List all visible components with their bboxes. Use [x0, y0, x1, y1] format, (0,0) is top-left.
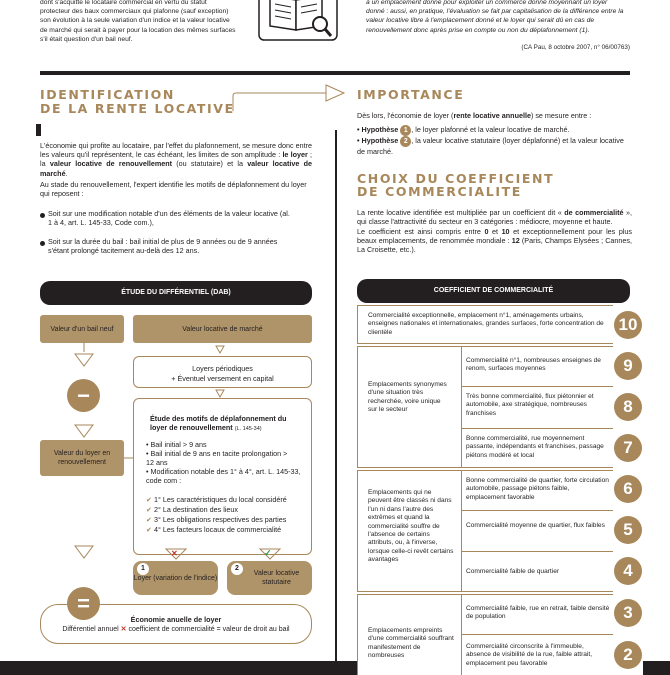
cross-icon: ✕: [171, 549, 178, 558]
top-citation: (CA Pau, 8 octobre 2007, n° 06/00763): [521, 44, 630, 51]
row-divider: [461, 551, 613, 552]
coef-num-9: 9: [614, 352, 642, 380]
left-title-1: IDENTIFICATION: [40, 87, 175, 102]
right-title-2a: CHOIX DU COEFFICIENT: [357, 171, 555, 186]
motif-3: • Modification notable des 1° à 4°, art. L. 145-33, code com :: [146, 467, 301, 486]
coef-row-5: Commercialité moyenne de quartier, flux faibles: [466, 522, 605, 529]
renouvellement-box: Valeur du loyer en renouvellement: [40, 440, 124, 476]
hypothesis-1: • Hypothèse 1 , le loyer plafonné et la valeur locative de marché.: [357, 125, 570, 134]
coef-num-10: 10: [614, 311, 642, 339]
left-title-2: DE LA RENTE LOCATIVE: [40, 101, 235, 116]
loyers-line-1: Loyers périodiques: [192, 364, 253, 373]
bottom-band: [0, 661, 357, 675]
coef-row-3: Commercialité faible, rue en retrait, faible densité de population: [466, 605, 610, 621]
check-icon: ✓: [264, 548, 272, 558]
economie-title: Économie anuelle de loyer: [130, 615, 222, 624]
right-paragraph-3: Le coefficient est ainsi compris entre 0 et 10 et exceptionnellement pour les plus beaux emplacements, de renommée mondiale : 12 (Paris, Champs Elysées ; Cannes, La Croisette, etc.).: [357, 227, 633, 255]
hypothesis-2: • Hypothèse 2 , la valeur locative statutaire (loyer déplafonné) et la valeur locative de marché.: [357, 136, 624, 156]
diagram-title: ÉTUDE DU DIFFÉRENTIEL (DAB): [40, 281, 312, 305]
option-1-badge: 1: [137, 563, 149, 575]
coef-row-4: Commercialité faible de quartier: [466, 568, 560, 575]
document-magnifier-icon: [258, 0, 338, 42]
section-arrow: [232, 82, 346, 112]
column-separator: [335, 130, 337, 675]
left-paragraph-2: Au stade du renouvellement, l'expert identifie les motifs de déplafonnement du loyer qui reposent :: [40, 180, 307, 199]
coef-row-6: Bonne commercialité de quartier, forte circulation automobile, passage piétons faible, emplacement favorable: [466, 477, 609, 501]
bullet: [40, 213, 45, 218]
accent-bar: [36, 124, 41, 136]
marche-box: Valeur locative de marché: [133, 315, 312, 343]
right-paragraph-1: Dès lors, l'économie de loyer (rente locative annuelle) se mesure entre :: [357, 111, 592, 120]
hypothesis-2-badge: 2: [400, 136, 411, 147]
minus-sign: −: [67, 379, 100, 412]
top-left-text: dont s'acquitte le locataire commercial en vertu du statut protecteur des baux commerciaux qui plafonne (sauf exception) son évolution à la seule variation d'un indice et la valeur locative de marché qui serait à payer pour la location des mêmes surfaces s'il était question d'un bail neuf.: [40, 0, 236, 43]
coef-row-8: Très bonne commercialité, flux piétonnier et automobile, axe stratégique, nombreuses franchises: [466, 393, 594, 417]
right-paragraph-2: La rente locative identifiée est multipliée par un coefficient dit « de commercialité », qui classe l'attractivité du secteur en 3 catégories : médiocre, moyenne et haute.: [357, 208, 633, 227]
motif-2: • Bail initial de 9 ans en tacite prolongation > 12 ans: [146, 449, 288, 468]
left-bullet-1: Soit sur une modification notable d'un des éléments de la valeur locative (al. 1 à 4, art. L. 145-33, Code com.),: [48, 209, 290, 228]
coef-num-7: 7: [614, 434, 642, 462]
coef-group-3: Emplacements empreints d'une commercialité souffrant manifestement de nombreuses: [368, 627, 454, 660]
coef-group-2-divider: [461, 470, 462, 592]
sub-motif-4: ✔ 4° Les facteurs locaux de commercialité: [146, 525, 282, 534]
option-loyer-box: Loyer (variation de l'indice): [133, 561, 218, 595]
coef-row-10: Commercialité exceptionnelle, emplacement n°1, aménagements urbains, enseignes nationales et internationales, grandes surfaces, forte concentration de clientèle: [368, 312, 604, 336]
coef-row-9: Commercialité n°1, nombreuses enseignes de renom, surfaces moyennes: [466, 357, 601, 373]
option-statutaire-box: Valeur locative statutaire: [227, 561, 312, 595]
economie-formula: Différentiel annuel ✕ coefficient de commercialité = valeur de droit au bail: [62, 626, 290, 633]
coef-group-1: Emplacements synonymes d'une situation très recherchée, voire unique sur le secteur: [368, 381, 447, 414]
bail-neuf-box: Valeur d'un bail neuf: [40, 315, 124, 343]
row-divider: [461, 386, 613, 387]
coef-title: COEFFICIENT DE COMMERCIALITÉ: [357, 279, 630, 303]
hypothesis-1-badge: 1: [400, 125, 411, 136]
right-title-2b: DE COMMERCIALITE: [357, 184, 522, 199]
sub-motif-3: ✔ 3° Les obligations respectives des parties: [146, 515, 287, 524]
coef-num-4: 4: [614, 557, 642, 585]
coef-num-8: 8: [614, 393, 642, 421]
row-divider: [461, 428, 613, 429]
sub-motif-2: ✔ 2° La destination des lieux: [146, 505, 239, 514]
left-paragraph-1: L'économie qui profite au locataire, par l'effet du plafonnement, se mesure donc entre les valeurs qu'il représentent, le cas échéant, les limites de son amplitude : le loyer ; la valeur locative de renouvellement (ou statutaire) et la valeur locative de marché.: [40, 141, 313, 178]
top-quote: à un emplacement donné pour exploiter un commerce donné moyennant un loyer donné : aussi, en pratique, l'évaluation se fait par capitalisation de la différence entre la valeur locative libre à l'emplacement donné et le loyer qui serait dû en cas de renouvellement donc après prise en compte ou non du déplafonnement (1).: [366, 0, 624, 34]
coef-row-7: Bonne commercialité, rue moyennement passante, indépendants et franchises, passage piétons modéré et local: [466, 435, 604, 459]
right-title: IMPORTANCE: [357, 87, 465, 102]
sub-motif-1: ✔ 1° Les caractéristiques du local considéré: [146, 495, 287, 504]
coef-num-3: 3: [614, 599, 642, 627]
divider: [40, 71, 630, 75]
row-divider: [461, 510, 613, 511]
motif-1: • Bail initial > 9 ans: [146, 440, 207, 449]
bullet: [40, 241, 45, 246]
equals-sign: =: [67, 587, 100, 620]
coef-num-6: 6: [614, 475, 642, 503]
coef-group-1-divider: [461, 346, 462, 468]
loyers-line-2: + Éventuel versement en capital: [171, 374, 274, 383]
coef-num-2: 2: [614, 641, 642, 669]
coef-group-2: Emplacements qui ne peuvent être classés ni dans l'un ni dans l'autre des extrêmes et quand la commercialité souffre de l'absence de certains attributs, ou, à l'inverse, lorsque celle-ci revêt certains avantages: [368, 489, 454, 564]
row-divider: [461, 634, 613, 635]
motifs-title: Étude des motifs de déplafonnement du loyer de renouvellement (L. 145-34): [150, 414, 287, 433]
option-2-badge: 2: [231, 563, 243, 575]
coef-row-2: Commercialité circonscrite à l'immeuble, absence de visibilité de la rue, faible attrait, emplacement peu favorable: [466, 643, 593, 667]
bottom-band: [643, 661, 670, 675]
left-bullet-2: Soit sur la durée du bail : bail initial de plus de 9 années ou de 9 années s'étant prolongé tacitement au-delà des 12 ans.: [48, 237, 278, 256]
coef-num-5: 5: [614, 516, 642, 544]
